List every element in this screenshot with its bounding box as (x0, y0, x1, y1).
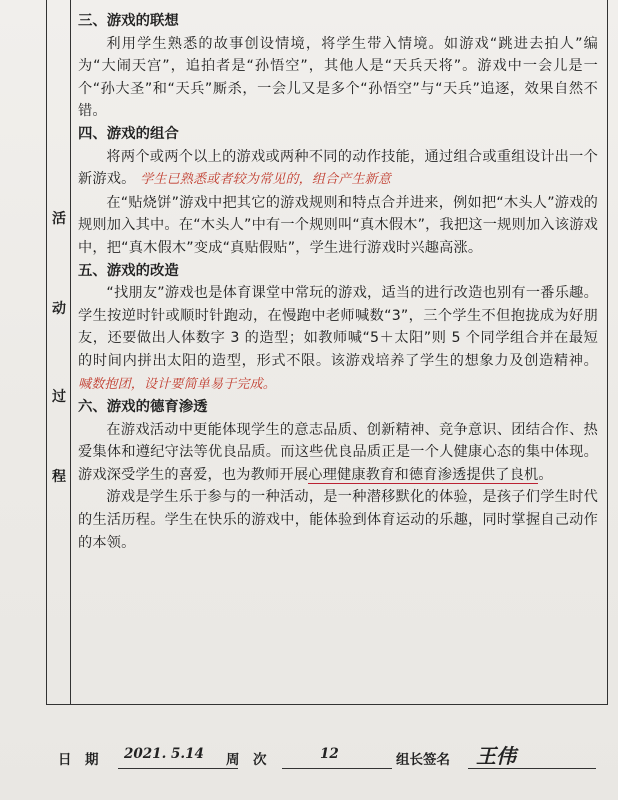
leader-signature: 王伟 (476, 744, 516, 768)
activity-content (78, 10, 598, 554)
label-char-3: 过 (52, 389, 66, 405)
section-4-heading: 四、游戏的组合 (78, 125, 179, 142)
signature-footer (58, 744, 608, 778)
section-3-heading: 三、游戏的联想 (78, 13, 179, 29)
week-label: 周 次 (226, 752, 267, 768)
section-3-paragraph: 利用学生熟悉的故事创设情境，将学生带入情境。如游戏“跳进去拍人”编为“大闹天宫”，追拍者是“孙悟空”，其他人是“天兵天将”。游戏中一会儿是一个“孙大圣”和“天兵”厮杀，一会儿又是多个“孙悟空”与“天兵”追逐，效果自然不错。 (78, 35, 598, 120)
handwritten-note-2: 喊数抱团，设计要简单易于完成。 (78, 376, 277, 392)
section-6-text-b: 。 (538, 466, 553, 483)
section-5-paragraph-text: “找朋友”游戏也是体育课堂中常玩的游戏，适当的进行改造也别有一番乐趣。学生按逆时针或顺时针跑动，在慢跑中老师喊数“3”，三个学生不但抱拢成为好朋友，还要做出人体数字 3 的造型；如教师喊“5＋太阳”则 5 个同学组合并在最短的时间内拼出太阳的造型，形式不限。该游戏培养了学生的想象力及创造精神。 (78, 285, 598, 369)
date-label: 日 期 (58, 752, 99, 768)
label-char-4: 程 (52, 469, 66, 485)
section-6-text-a: 在游戏活动中更能体现学生的意志品质、创新精神、竞争意识、团结合作、热爱集体和遵纪守法等优良品质。而这些优良品质正是一个人健康心态的集中体现。游戏深受学生的喜爱，也为教师开展 (78, 421, 598, 483)
activity-label-column (46, 0, 71, 704)
underlined-phrase: 心理健康教育和德育渗透提供了良机 (308, 466, 539, 483)
label-char-2: 动 (52, 301, 66, 317)
section-6-heading: 六、游戏的德育渗透 (78, 399, 208, 416)
section-4-paragraph-1-text: 将两个或两个以上的游戏或两种不同的动作技能，通过组合或重组设计出一个新游戏。 (78, 148, 598, 188)
section-4-paragraph-2: 在“贴烧饼”游戏中把其它的游戏规则和特点合并进来，例如把“木头人”游戏的规则加入其中。在“木头人”中有一个规则叫“真木假木”，我把这一规则加入该游戏中，把“真木假木”变成“真贴假贴”，学生进行游戏时兴趣高涨。 (78, 194, 598, 256)
handwritten-note-1: 学生已熟悉或者较为常见的，组合产生新意 (140, 172, 392, 188)
leader-label: 组长签名 (396, 752, 450, 768)
section-5-paragraph (78, 282, 598, 396)
label-char-1: 活 (52, 211, 66, 227)
section-5-heading: 五、游戏的改造 (78, 262, 179, 279)
date-value: 2021. 5.14 (124, 746, 204, 762)
date-line (118, 768, 238, 769)
section-6-paragraph-1 (78, 419, 598, 487)
section-6-paragraph-2: 游戏是学生乐于参与的一种活动，是一种潜移默化的体验，是孩子们学生时代的生活历程。学生在快乐的游戏中，能体验到体育运动的乐趣，同时掌握自己动作的本领。 (78, 489, 598, 551)
week-line (282, 768, 392, 769)
section-4-paragraph-1 (78, 146, 598, 192)
week-value: 12 (320, 746, 339, 762)
